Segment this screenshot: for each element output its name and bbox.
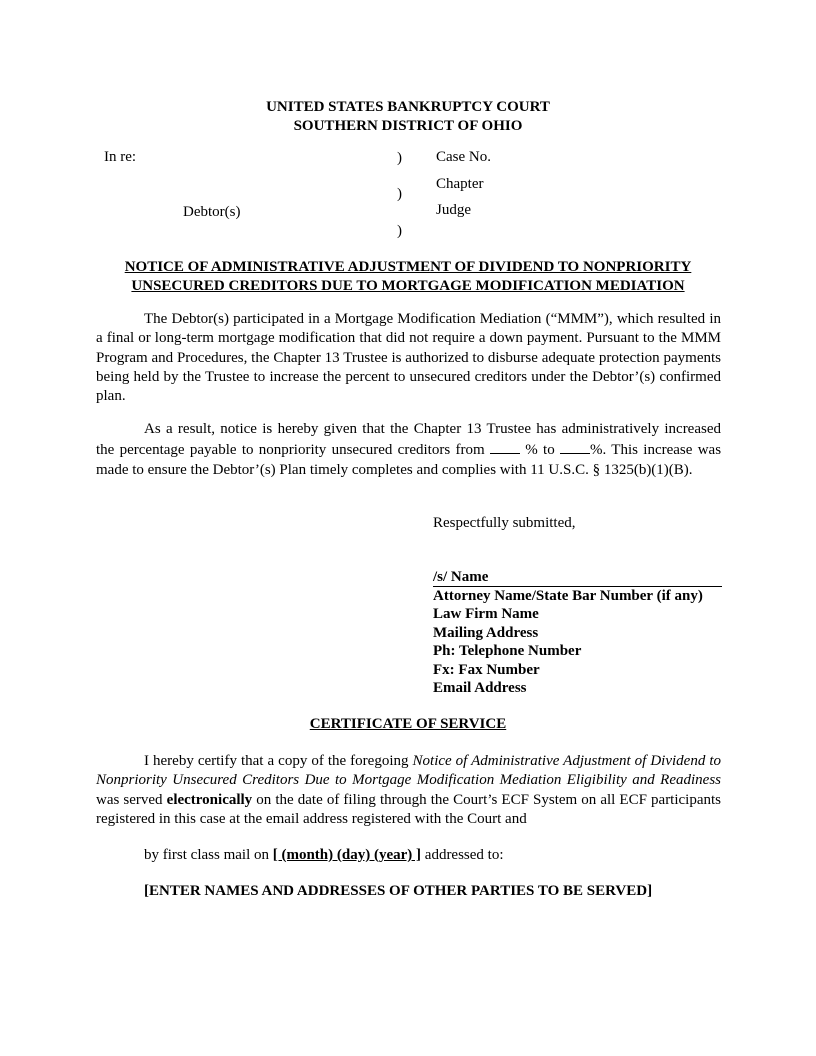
law-firm-name: Law Firm Name — [433, 606, 539, 622]
body-paragraph-1: The Debtor(s) participated in a Mortgage Modification Mediation (“MMM”), which resulted in a final or long-term mortgage modification that did not require a down payment. Pursuant to the MMM Program and Procedures, the Chapter 13 Trustee is authorized to disburse adequate protection payments being held by the Trustee to increase the percent to unsecured creditors under the Debtor’(s) confirmed plan. — [96, 311, 721, 405]
mail-date-placeholder[interactable]: [ (month) (day) (year) ] — [272, 847, 422, 863]
caption-paren-2: ) — [397, 186, 402, 202]
in-re-label: In re: — [104, 149, 137, 165]
paragraph2-text-3: %. This increase was made to ensure the Debtor’(s) Plan timely completes and complies with 11 U.S.C. § 1325(b)(1)(B). — [96, 442, 722, 478]
case-no-label: Case No. — [436, 149, 491, 165]
attorney-name: Attorney Name/State Bar Number (if any) — [433, 588, 703, 604]
certificate-heading: CERTIFICATE OF SERVICE — [309, 716, 507, 732]
mail-suffix: addressed to: — [424, 847, 504, 863]
notice-title-line2: UNSECURED CREDITORS DUE TO MORTGAGE MODIFICATION MEDIATION — [131, 278, 685, 294]
fax-number: Fx: Fax Number — [433, 662, 540, 678]
court-name: UNITED STATES BANKRUPTCY COURT — [266, 99, 550, 115]
caption-paren-3: ) — [397, 223, 402, 239]
caption-paren-1: ) — [397, 150, 402, 166]
chapter-label: Chapter — [436, 176, 484, 192]
notice-title-line1: NOTICE OF ADMINISTRATIVE ADJUSTMENT OF DIVIDEND TO NONPRIORITY — [124, 259, 692, 275]
signature-line — [433, 568, 722, 587]
signature-name: /s/ Name — [433, 568, 722, 587]
telephone-number: Ph: Telephone Number — [433, 643, 582, 659]
closing-text: Respectfully submitted, — [433, 515, 576, 531]
parties-placeholder[interactable]: [ENTER NAMES AND ADDRESSES OF OTHER PARTIES TO BE SERVED] — [144, 883, 653, 899]
mailing-address: Mailing Address — [433, 625, 539, 641]
certificate-paragraph — [96, 752, 721, 829]
mail-service-line — [144, 846, 504, 864]
percent-from-blank[interactable] — [490, 439, 520, 454]
body-paragraph-2 — [96, 420, 721, 480]
cert-intro: I hereby certify that a copy of the foregoing — [144, 753, 409, 769]
cert-rest: on the date of filing through the Court’s ECF System on all ECF participants registered in this case at the email address registered with the Court and — [96, 791, 722, 827]
cert-served: was served — [96, 791, 163, 808]
court-district: SOUTHERN DISTRICT OF OHIO — [293, 118, 523, 134]
cert-doc-title: Notice of Administrative Adjustment of Dividend to Nonpriority Unsecured Creditors Due to Mortgage Modification Mediation Eligibility and Readiness — [96, 753, 722, 789]
mail-prefix: by first class mail on — [144, 847, 269, 863]
percent-to-blank[interactable] — [560, 439, 590, 454]
debtor-label: Debtor(s) — [183, 204, 241, 220]
paragraph2-text-1: As a result, notice is hereby given that the Chapter 13 Trustee has administratively increased the percentage payable to nonpriority unsecured creditors from — [96, 421, 721, 459]
paragraph2-text-2: % to — [525, 442, 555, 459]
judge-label: Judge — [436, 202, 471, 218]
cert-electronically: electronically — [166, 791, 253, 808]
email-address: Email Address — [433, 680, 527, 696]
